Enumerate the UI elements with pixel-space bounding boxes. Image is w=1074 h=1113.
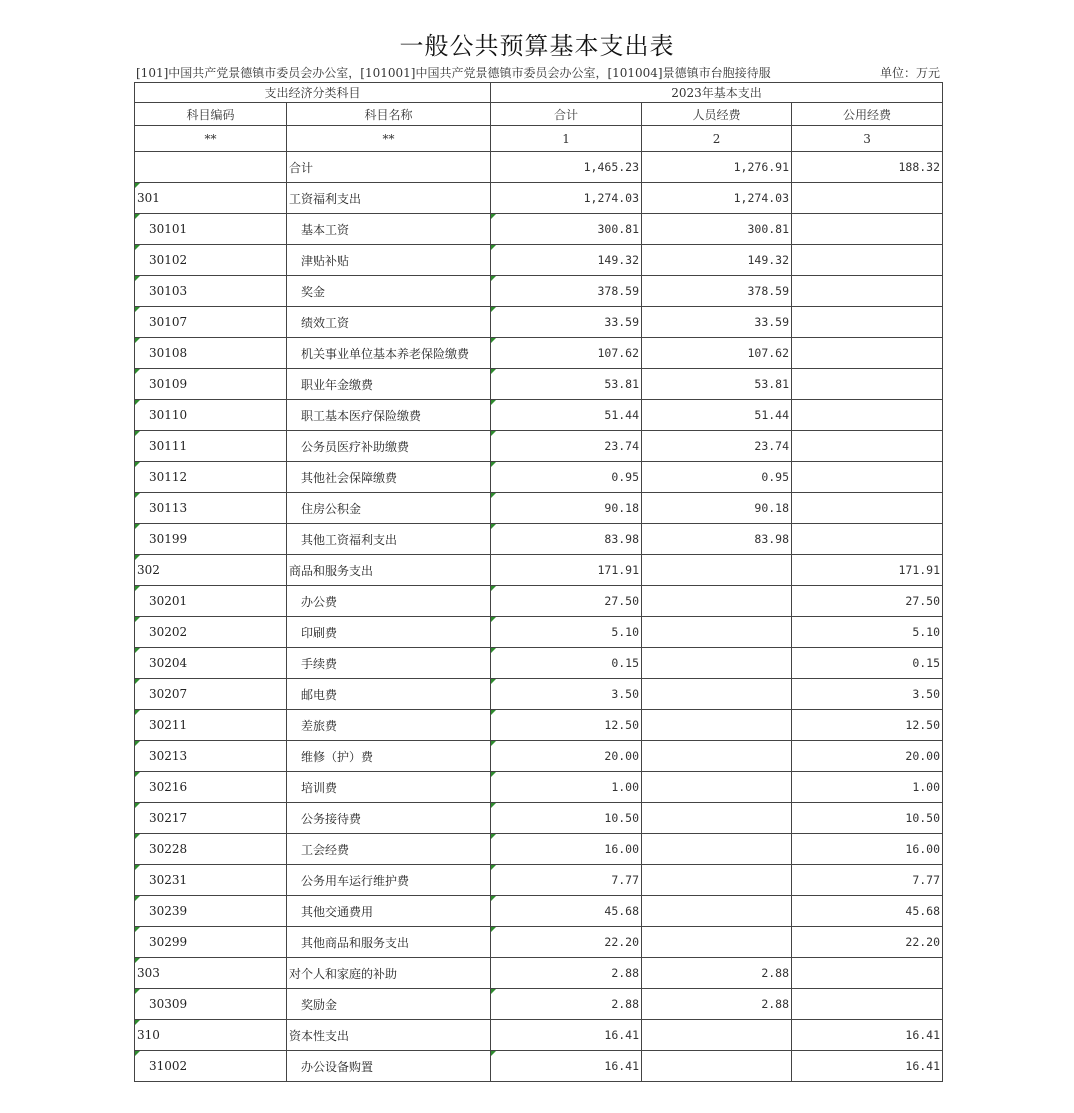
row-code-cell: 30199: [135, 524, 287, 555]
row-name-cell: 其他商品和服务支出: [287, 927, 491, 958]
row-public-cell: [792, 462, 943, 493]
row-name-cell: 差旅费: [287, 710, 491, 741]
index-name: **: [287, 126, 491, 152]
row-code-cell: 30201: [135, 586, 287, 617]
row-public-cell: 22.20: [792, 927, 943, 958]
row-total-cell: 107.62: [491, 338, 642, 369]
row-code-cell: 30101: [135, 214, 287, 245]
table-row: [135, 679, 943, 710]
row-name-cell: 印刷费: [287, 617, 491, 648]
row-name-cell: 手续费: [287, 648, 491, 679]
row-code-cell: 30103: [135, 276, 287, 307]
row-total-cell: 149.32: [491, 245, 642, 276]
table-row: [135, 896, 943, 927]
row-total-cell: 1.00: [491, 772, 642, 803]
row-personnel-cell: 53.81: [642, 369, 792, 400]
row-name-cell: 奖金: [287, 276, 491, 307]
row-public-cell: 20.00: [792, 741, 943, 772]
row-name-cell: 基本工资: [287, 214, 491, 245]
row-total-cell: 16.00: [491, 834, 642, 865]
row-code-cell: 303: [135, 958, 287, 989]
row-name-cell: 资本性支出: [287, 1020, 491, 1051]
row-name-cell: 工会经费: [287, 834, 491, 865]
row-public-cell: 12.50: [792, 710, 943, 741]
row-public-cell: [792, 276, 943, 307]
row-public-cell: 171.91: [792, 555, 943, 586]
row-personnel-cell: 23.74: [642, 431, 792, 462]
row-personnel-cell: 1,274.03: [642, 183, 792, 214]
row-personnel-cell: [642, 834, 792, 865]
row-personnel-cell: [642, 865, 792, 896]
row-personnel-cell: 1,276.91: [642, 152, 792, 183]
table-row: [135, 276, 943, 307]
row-personnel-cell: 0.95: [642, 462, 792, 493]
row-code-cell: 30110: [135, 400, 287, 431]
table-row: [135, 431, 943, 462]
row-personnel-cell: 378.59: [642, 276, 792, 307]
row-name-cell: 办公设备购置: [287, 1051, 491, 1082]
row-name-cell: 其他工资福利支出: [287, 524, 491, 555]
table-row: [135, 865, 943, 896]
row-personnel-cell: [642, 679, 792, 710]
table-row: [135, 400, 943, 431]
row-name-cell: 办公费: [287, 586, 491, 617]
row-personnel-cell: 2.88: [642, 958, 792, 989]
table-row: [135, 369, 943, 400]
row-name-cell: 绩效工资: [287, 307, 491, 338]
row-total-cell: 33.59: [491, 307, 642, 338]
row-total-cell: 1,465.23: [491, 152, 642, 183]
row-code-cell: 30112: [135, 462, 287, 493]
row-total-cell: 5.10: [491, 617, 642, 648]
row-public-cell: 16.41: [792, 1020, 943, 1051]
row-name-cell: 公务员医疗补助缴费: [287, 431, 491, 462]
row-total-cell: 10.50: [491, 803, 642, 834]
row-total-cell: 16.41: [491, 1051, 642, 1082]
row-total-cell: 12.50: [491, 710, 642, 741]
table-row: [135, 586, 943, 617]
row-total-cell: 378.59: [491, 276, 642, 307]
row-code-cell: 30217: [135, 803, 287, 834]
row-total-cell: 51.44: [491, 400, 642, 431]
row-name-cell: 合计: [287, 152, 491, 183]
row-code-cell: 310: [135, 1020, 287, 1051]
table-row: [135, 493, 943, 524]
row-personnel-cell: 51.44: [642, 400, 792, 431]
table-row: [135, 1020, 943, 1051]
table-row: [135, 462, 943, 493]
row-name-cell: 工资福利支出: [287, 183, 491, 214]
row-personnel-cell: [642, 741, 792, 772]
row-public-cell: [792, 431, 943, 462]
row-personnel-cell: [642, 803, 792, 834]
row-public-cell: 45.68: [792, 896, 943, 927]
table-row: [135, 245, 943, 276]
row-name-cell: 邮电费: [287, 679, 491, 710]
row-public-cell: [792, 989, 943, 1020]
row-name-cell: 其他交通费用: [287, 896, 491, 927]
table-row: [135, 338, 943, 369]
row-personnel-cell: [642, 617, 792, 648]
index-personnel: 2: [642, 126, 792, 152]
index-public: 3: [792, 126, 943, 152]
row-name-cell: 对个人和家庭的补助: [287, 958, 491, 989]
table-row: [135, 927, 943, 958]
row-code-cell: 30239: [135, 896, 287, 927]
row-personnel-cell: [642, 586, 792, 617]
row-name-cell: 住房公积金: [287, 493, 491, 524]
row-public-cell: [792, 524, 943, 555]
row-personnel-cell: 90.18: [642, 493, 792, 524]
row-total-cell: 23.74: [491, 431, 642, 462]
row-total-cell: 2.88: [491, 958, 642, 989]
row-total-cell: 171.91: [491, 555, 642, 586]
row-code-cell: 30207: [135, 679, 287, 710]
row-public-cell: 27.50: [792, 586, 943, 617]
row-total-cell: 22.20: [491, 927, 642, 958]
row-personnel-cell: 83.98: [642, 524, 792, 555]
row-code-cell: 302: [135, 555, 287, 586]
table-row: [135, 648, 943, 679]
table-row: [135, 834, 943, 865]
row-total-cell: 0.15: [491, 648, 642, 679]
row-name-cell: 机关事业单位基本养老保险缴费: [287, 338, 491, 369]
table-row: [135, 958, 943, 989]
total-row: [135, 152, 943, 183]
row-public-cell: [792, 493, 943, 524]
currency-unit-label: 单位：万元: [879, 66, 940, 80]
header-personnel: 人员经费: [642, 103, 792, 126]
row-total-cell: 3.50: [491, 679, 642, 710]
table-row: [135, 989, 943, 1020]
row-name-cell: 公务接待费: [287, 803, 491, 834]
row-personnel-cell: 107.62: [642, 338, 792, 369]
header-group-row: [135, 83, 943, 103]
row-personnel-cell: [642, 555, 792, 586]
row-public-cell: 1.00: [792, 772, 943, 803]
row-public-cell: [792, 245, 943, 276]
row-public-cell: 0.15: [792, 648, 943, 679]
row-code-cell: 30211: [135, 710, 287, 741]
table-row: [135, 772, 943, 803]
budget-table: [134, 82, 943, 1082]
page-title: 一般公共预算基本支出表: [399, 32, 675, 60]
row-public-cell: 3.50: [792, 679, 943, 710]
row-public-cell: [792, 214, 943, 245]
header-total: 合计: [491, 103, 642, 126]
row-code-cell: 30202: [135, 617, 287, 648]
row-personnel-cell: [642, 710, 792, 741]
row-total-cell: 27.50: [491, 586, 642, 617]
table-row: [135, 741, 943, 772]
row-code-cell: 30228: [135, 834, 287, 865]
row-name-cell: 商品和服务支出: [287, 555, 491, 586]
row-personnel-cell: 2.88: [642, 989, 792, 1020]
table-row: [135, 555, 943, 586]
row-code-cell: 301: [135, 183, 287, 214]
header-group-economic-classification: 支出经济分类科目: [135, 83, 491, 103]
header-name: 科目名称: [287, 103, 491, 126]
row-code-cell: 30204: [135, 648, 287, 679]
header-column-row: [135, 103, 943, 126]
row-code-cell: 30107: [135, 307, 287, 338]
row-code-cell: 31002: [135, 1051, 287, 1082]
row-code-cell: 30309: [135, 989, 287, 1020]
header-code: 科目编码: [135, 103, 287, 126]
row-name-cell: 其他社会保障缴费: [287, 462, 491, 493]
row-total-cell: 45.68: [491, 896, 642, 927]
row-personnel-cell: 33.59: [642, 307, 792, 338]
row-code-cell: 30102: [135, 245, 287, 276]
row-code-cell: [135, 152, 287, 183]
row-personnel-cell: [642, 927, 792, 958]
row-personnel-cell: 300.81: [642, 214, 792, 245]
row-code-cell: 30216: [135, 772, 287, 803]
row-name-cell: 津贴补贴: [287, 245, 491, 276]
row-public-cell: 5.10: [792, 617, 943, 648]
index-code: **: [135, 126, 287, 152]
row-code-cell: 30231: [135, 865, 287, 896]
table-row: [135, 183, 943, 214]
row-public-cell: 16.00: [792, 834, 943, 865]
row-code-cell: 30113: [135, 493, 287, 524]
row-name-cell: 公务用车运行维护费: [287, 865, 491, 896]
row-public-cell: 188.32: [792, 152, 943, 183]
header-group-basic-expenditure: 2023年基本支出: [491, 83, 943, 103]
row-code-cell: 30108: [135, 338, 287, 369]
row-public-cell: [792, 958, 943, 989]
table-row: [135, 617, 943, 648]
index-total: 1: [491, 126, 642, 152]
row-total-cell: 16.41: [491, 1020, 642, 1051]
table-row: [135, 1051, 943, 1082]
row-personnel-cell: [642, 1020, 792, 1051]
row-personnel-cell: [642, 896, 792, 927]
row-code-cell: 30111: [135, 431, 287, 462]
row-personnel-cell: [642, 1051, 792, 1082]
row-total-cell: 83.98: [491, 524, 642, 555]
row-personnel-cell: [642, 772, 792, 803]
row-personnel-cell: 149.32: [642, 245, 792, 276]
row-public-cell: [792, 338, 943, 369]
table-row: [135, 710, 943, 741]
row-code-cell: 30213: [135, 741, 287, 772]
row-total-cell: 7.77: [491, 865, 642, 896]
row-name-cell: 培训费: [287, 772, 491, 803]
row-personnel-cell: [642, 648, 792, 679]
row-total-cell: 1,274.03: [491, 183, 642, 214]
row-public-cell: [792, 369, 943, 400]
row-total-cell: 300.81: [491, 214, 642, 245]
row-name-cell: 维修（护）费: [287, 741, 491, 772]
table-row: [135, 803, 943, 834]
header-index-row: [135, 126, 943, 152]
row-public-cell: [792, 400, 943, 431]
table-row: [135, 524, 943, 555]
row-name-cell: 奖励金: [287, 989, 491, 1020]
row-total-cell: 2.88: [491, 989, 642, 1020]
row-total-cell: 0.95: [491, 462, 642, 493]
row-public-cell: 16.41: [792, 1051, 943, 1082]
row-public-cell: [792, 307, 943, 338]
row-total-cell: 53.81: [491, 369, 642, 400]
row-public-cell: 10.50: [792, 803, 943, 834]
row-name-cell: 职工基本医疗保险缴费: [287, 400, 491, 431]
table-row: [135, 307, 943, 338]
unit-path-caption: [101]中国共产党景德镇市委员会办公室，[101001]中国共产党景德镇市委员会办公室，[101004]景德镇市台胞接待服: [136, 66, 771, 80]
row-total-cell: 90.18: [491, 493, 642, 524]
row-name-cell: 职业年金缴费: [287, 369, 491, 400]
row-total-cell: 20.00: [491, 741, 642, 772]
row-public-cell: [792, 183, 943, 214]
row-code-cell: 30109: [135, 369, 287, 400]
row-code-cell: 30299: [135, 927, 287, 958]
table-row: [135, 214, 943, 245]
budget-table-body: [135, 83, 943, 1082]
header-public: 公用经费: [792, 103, 943, 126]
row-public-cell: 7.77: [792, 865, 943, 896]
